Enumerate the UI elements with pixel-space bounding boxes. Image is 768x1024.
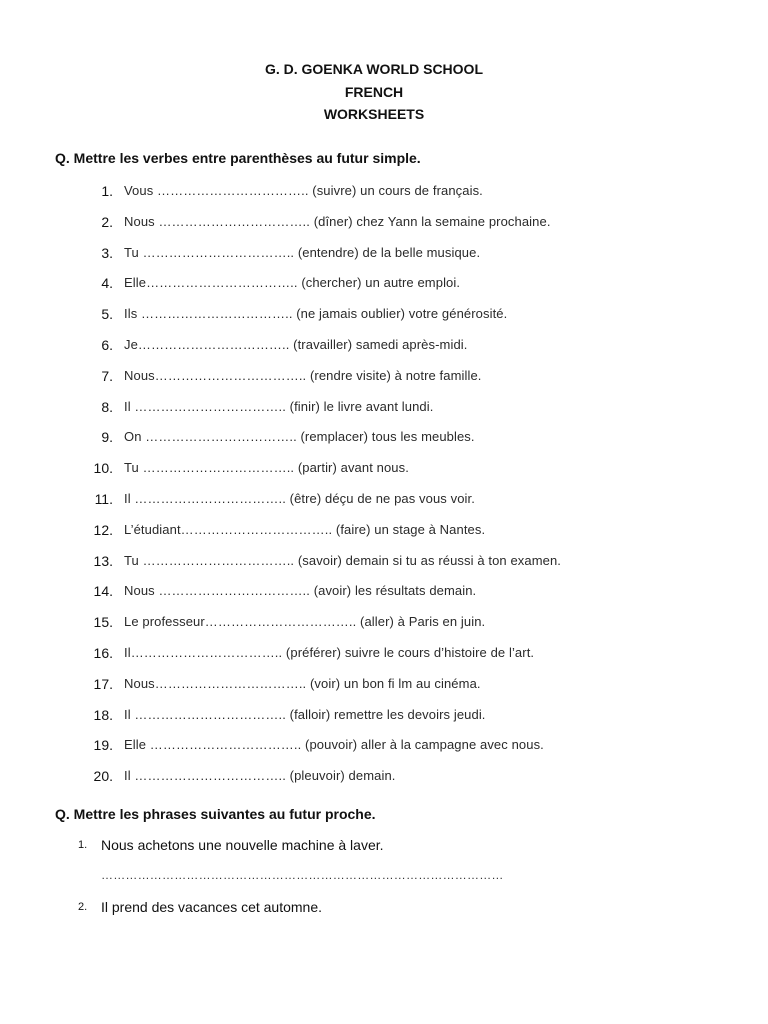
item-number: 9.: [101, 429, 113, 446]
item-text: Il …………………………….. (finir) le livre avant lundi.: [124, 398, 434, 414]
item-text: Il…………………………….. (préférer) suivre le cours d’histoire de l’art.: [124, 644, 535, 660]
item-text: Il …………………………….. (falloir) remettre les devoirs jeudi.: [124, 706, 486, 722]
school-name: G. D. GOENKA WORLD SCHOOL: [264, 61, 484, 77]
item-number: 1.: [78, 839, 88, 851]
list-item: [0, 180, 768, 211]
list-item: [0, 334, 768, 365]
item-number: 13.: [93, 552, 113, 569]
item-number: 2.: [101, 213, 113, 230]
item-text: Tu …………………………….. (savoir) demain si tu as réussi à ton examen.: [124, 552, 562, 568]
item-text: Nous …………………………….. (dîner) chez Yann la semaine prochaine.: [124, 213, 551, 229]
item-number: 16.: [93, 644, 113, 661]
list-item: [0, 673, 768, 704]
item-number: 17.: [93, 675, 113, 692]
list-item: [0, 704, 768, 735]
list-item: [0, 642, 768, 673]
item-text: Il prend des vacances cet automne.: [101, 899, 323, 915]
item-text: Elle…………………………….. (chercher) un autre emploi.: [124, 275, 461, 291]
list-item: [0, 365, 768, 396]
list-item: [0, 242, 768, 273]
list-item: [0, 396, 768, 427]
item-number: 15.: [93, 614, 113, 631]
question-1-list: [0, 180, 768, 796]
item-number: 19.: [93, 737, 113, 754]
item-text: Nous …………………………….. (avoir) les résultats demain.: [124, 583, 477, 599]
list-item: [0, 765, 768, 796]
item-text: Elle …………………………….. (pouvoir) aller à la campagne avec nous.: [124, 737, 544, 753]
item-text: Il …………………………….. (être) déçu de ne pas vous voir.: [124, 490, 475, 506]
item-text: Il …………………………….. (pleuvoir) demain.: [124, 768, 396, 784]
list-item: [0, 488, 768, 519]
question-1-title: Q. Mettre les verbes entre parenthèses au futur simple.: [55, 150, 421, 166]
item-number: 10.: [93, 460, 113, 477]
item-number: 7.: [101, 367, 113, 384]
item-text: Vous …………………………….. (suivre) un cours de français.: [124, 183, 483, 198]
question-2-title: Q. Mettre les phrases suivantes au futur proche.: [55, 806, 376, 822]
list-item: [0, 211, 768, 242]
list-item: [0, 550, 768, 581]
item-text: Le professeur…………………………….. (aller) à Paris en juin.: [124, 614, 486, 630]
item-text: Tu …………………………….. (partir) avant nous.: [124, 460, 409, 476]
item-number: 14.: [93, 583, 113, 600]
subject-name: FRENCH: [344, 83, 404, 100]
item-number: 1.: [101, 183, 113, 199]
item-number: 12.: [93, 521, 113, 538]
list-item: [0, 272, 768, 303]
item-text: Tu …………………………….. (entendre) de la belle musique.: [124, 244, 481, 260]
item-number: 5.: [101, 306, 113, 323]
list-item: [0, 611, 768, 642]
item-number: 18.: [93, 706, 113, 723]
item-number: 11.: [94, 490, 113, 507]
list-item: [0, 426, 768, 457]
document-header: [0, 58, 748, 126]
item-number: 3.: [101, 244, 113, 261]
list-item: [0, 303, 768, 334]
item-text: Ils …………………………….. (ne jamais oublier) votre générosité.: [124, 306, 508, 322]
item-text: L’étudiant…………………………….. (faire) un stage à Nantes.: [124, 521, 486, 537]
list-item: [0, 519, 768, 550]
item-text: Nous…………………………….. (rendre visite) à notre famille.: [124, 367, 482, 383]
item-text: Je…………………………….. (travailler) samedi après-midi.: [124, 336, 468, 352]
item-number: 2.: [78, 901, 88, 913]
document-title: WORKSHEETS: [323, 106, 425, 122]
list-item: [0, 836, 768, 868]
item-text: On …………………………….. (remplacer) tous les meubles.: [124, 429, 475, 445]
list-item: [0, 457, 768, 488]
item-text: Nous…………………………….. (voir) un bon fi lm au cinéma.: [124, 675, 481, 691]
item-number: 4.: [101, 275, 113, 292]
answer-line: ………………………………………………………………………………………: [101, 868, 504, 882]
item-number: 8.: [101, 398, 113, 415]
item-number: 20.: [93, 768, 113, 785]
item-number: 6.: [101, 336, 113, 353]
item-text: Nous achetons une nouvelle machine à laver.: [101, 837, 384, 853]
list-item: [0, 580, 768, 611]
list-item: [0, 734, 768, 765]
question-2-list: [0, 836, 768, 915]
